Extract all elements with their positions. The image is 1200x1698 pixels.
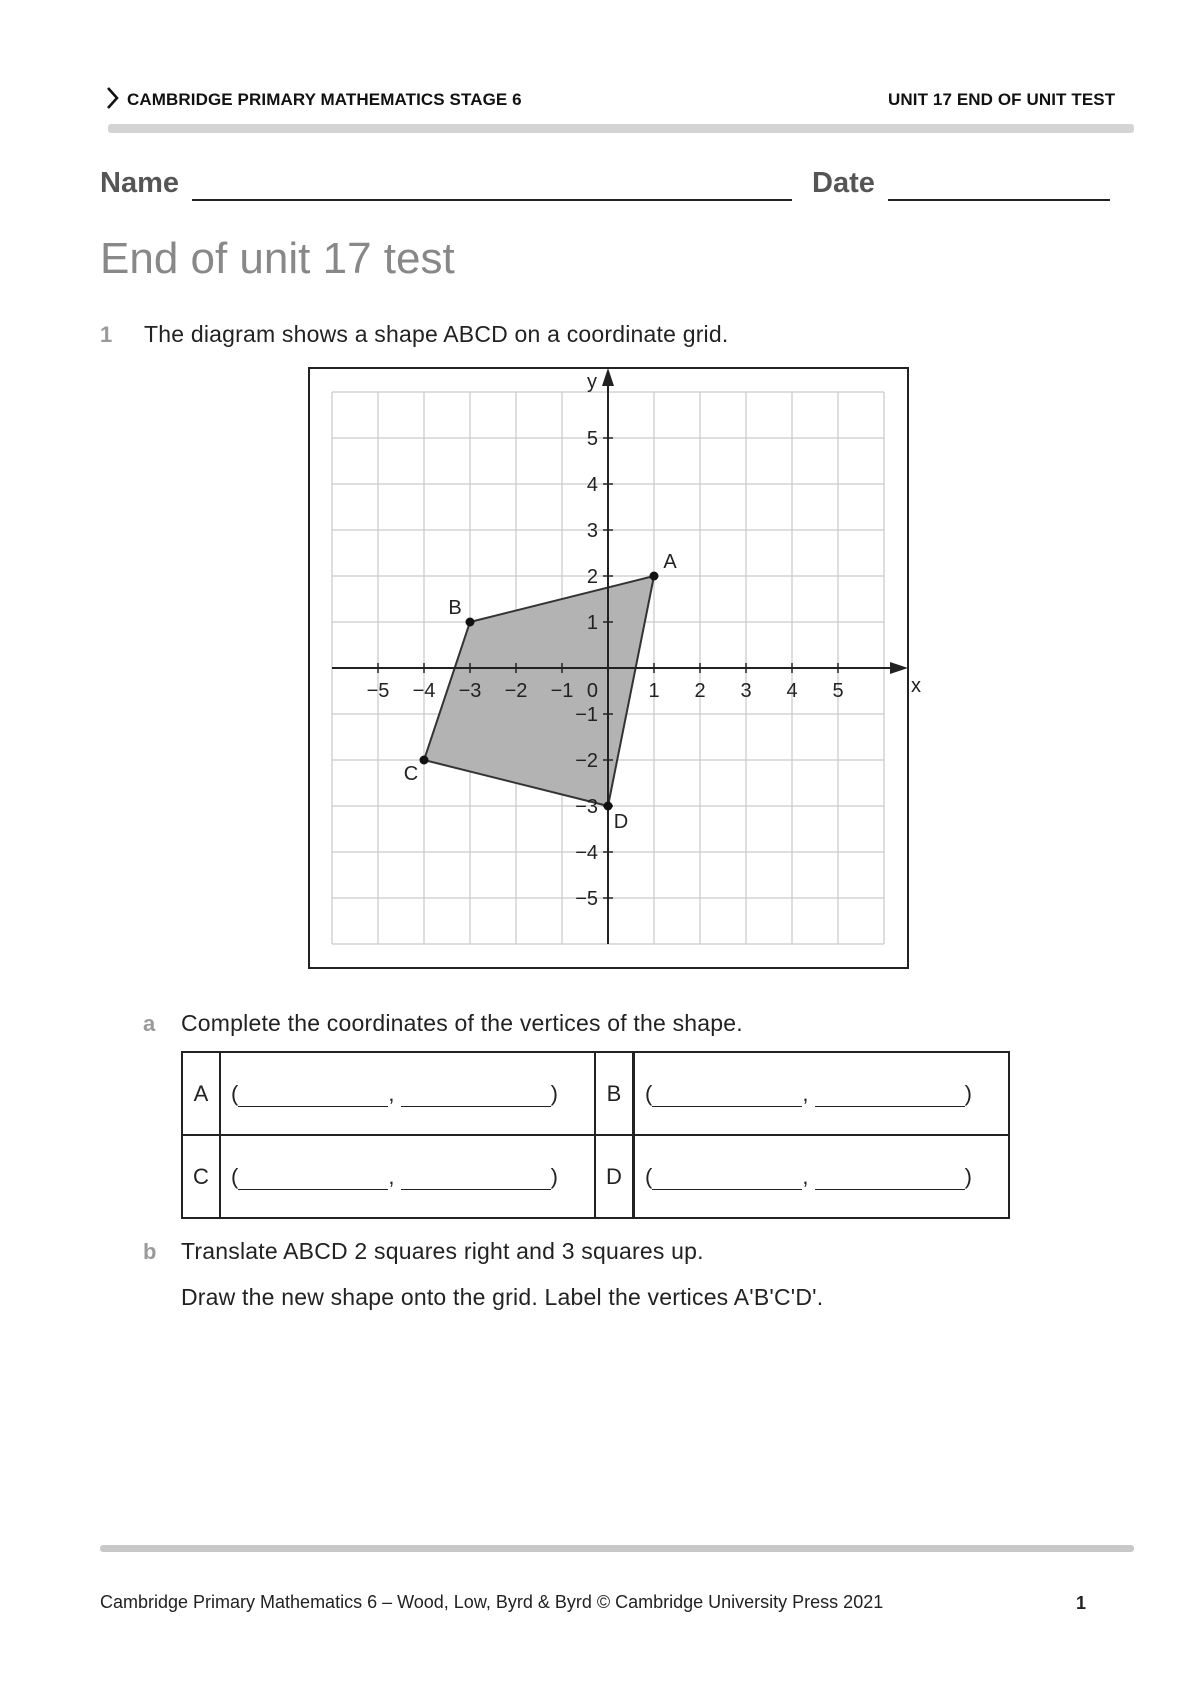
y-blank[interactable] [815, 1169, 965, 1190]
open-paren: ( [645, 1080, 653, 1106]
close-paren: ) [964, 1080, 972, 1106]
date-label: Date [812, 167, 875, 199]
footer-citation: Cambridge Primary Mathematics 6 – Wood, Low, Byrd & Byrd © Cambridge University Press 2021 [100, 1592, 884, 1612]
open-paren: ( [231, 1080, 239, 1106]
x-tick-label: 5 [832, 680, 844, 702]
y-axis-label: y [587, 371, 597, 393]
part-b-letter: b [143, 1239, 157, 1264]
coordinate-answer-a[interactable] [220, 1052, 595, 1135]
close-paren: ) [550, 1163, 558, 1189]
vertex-label: C [182, 1135, 220, 1218]
x-tick-label: 4 [786, 680, 798, 702]
x-tick-label: −5 [366, 680, 390, 702]
vertex-label: A [182, 1052, 220, 1135]
vertex-label-c: C [403, 763, 419, 785]
x-tick-label: 1 [648, 680, 660, 702]
coordinates-table [181, 1051, 1010, 1219]
vertex-label-a: A [663, 551, 677, 573]
x-tick-label: −3 [458, 680, 482, 702]
coordinate-answer-d[interactable] [634, 1135, 1010, 1218]
header-unit-title: UNIT 17 END OF UNIT TEST [888, 90, 1116, 109]
vertex-point-b [466, 618, 475, 627]
x-tick-label: −1 [550, 680, 574, 702]
vertex-point-a [650, 572, 659, 581]
close-paren: ) [964, 1163, 972, 1189]
name-label: Name [100, 167, 179, 199]
y-tick-label: 5 [586, 428, 598, 450]
comma: , [802, 1163, 809, 1189]
open-paren: ( [231, 1163, 239, 1189]
x-tick-label: 3 [740, 680, 752, 702]
close-paren: ) [550, 1080, 558, 1106]
x-axis-label: x [911, 675, 921, 697]
y-axis-arrow-icon [602, 368, 614, 386]
footer-divider [100, 1545, 1134, 1552]
x-blank[interactable] [652, 1086, 802, 1107]
comma: , [388, 1080, 395, 1106]
part-a-letter: a [143, 1011, 156, 1036]
vertex-point-d [604, 802, 613, 811]
page-number: 1 [1076, 1593, 1087, 1613]
y-blank[interactable] [401, 1086, 551, 1107]
x-tick-label: −2 [504, 680, 528, 702]
vertex-label: B [595, 1052, 634, 1135]
page-title: End of unit 17 test [100, 234, 455, 283]
part-a-text: Complete the coordinates of the vertices of the shape. [181, 1010, 743, 1036]
y-tick-label: 1 [586, 612, 598, 634]
y-tick-label: −4 [575, 842, 598, 864]
part-b-text-1: Translate ABCD 2 squares right and 3 squares up. [181, 1238, 704, 1264]
y-tick-label: −1 [575, 704, 598, 726]
y-tick-label: 2 [586, 566, 598, 588]
x-blank[interactable] [652, 1169, 802, 1190]
y-tick-label: −2 [575, 750, 598, 772]
table-row [182, 1052, 1009, 1135]
table-row [182, 1135, 1009, 1218]
y-tick-label: 3 [586, 520, 598, 542]
vertex-label-d: D [613, 811, 629, 833]
header-course-title: CAMBRIDGE PRIMARY MATHEMATICS STAGE 6 [127, 90, 522, 109]
open-paren: ( [645, 1163, 653, 1189]
y-tick-label: −3 [575, 796, 598, 818]
origin-label: 0 [586, 680, 598, 702]
coordinate-answer-b[interactable] [634, 1052, 1010, 1135]
x-tick-label: 2 [694, 680, 706, 702]
question-number: 1 [100, 322, 113, 347]
y-tick-label: −5 [575, 888, 598, 910]
vertex-label-b: B [448, 597, 462, 619]
comma: , [802, 1080, 809, 1106]
x-axis-arrow-icon [890, 662, 908, 674]
x-blank[interactable] [238, 1169, 388, 1190]
x-blank[interactable] [238, 1086, 388, 1107]
part-b-text-2: Draw the new shape onto the grid. Label the vertices A'B'C'D'. [181, 1284, 824, 1310]
y-blank[interactable] [815, 1086, 965, 1107]
vertex-point-c [420, 756, 429, 765]
vertex-label: D [595, 1135, 634, 1218]
question-text: The diagram shows a shape ABCD on a coordinate grid. [144, 321, 729, 347]
y-blank[interactable] [401, 1169, 551, 1190]
y-tick-label: 4 [586, 474, 598, 496]
comma: , [388, 1163, 395, 1189]
x-tick-label: −4 [412, 680, 436, 702]
coordinate-answer-c[interactable] [220, 1135, 595, 1218]
